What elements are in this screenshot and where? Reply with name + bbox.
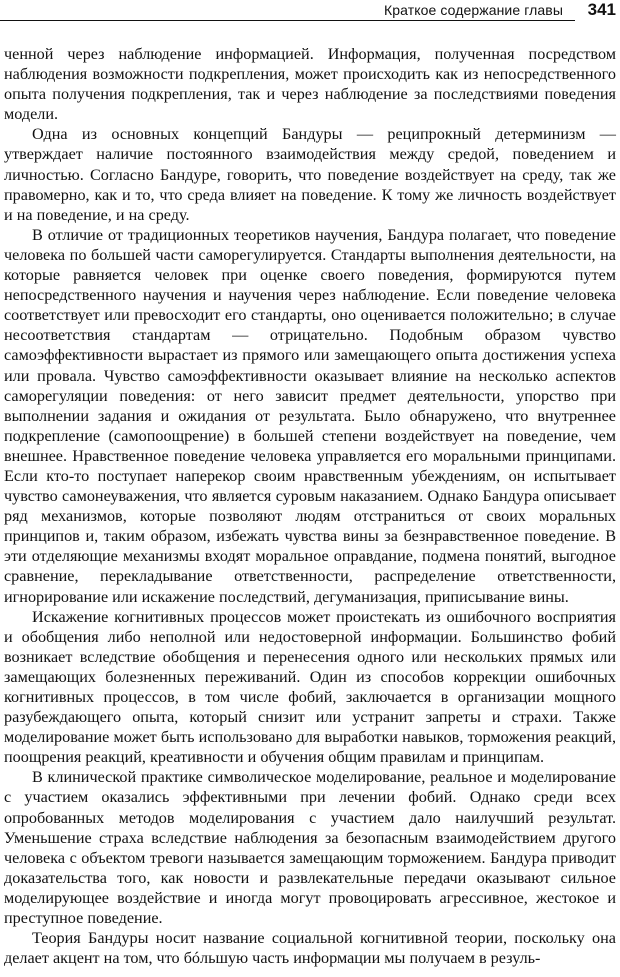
page-number: 341 <box>587 0 616 19</box>
section-title: Краткое содержание главы <box>384 2 563 18</box>
header-rule <box>0 20 575 21</box>
paragraph: В клинической практике символическое моделирование, реальное и моделирование с участием оказались эффективными при лечении фобий. Однако среди всех опробованных методов моделирования с участием дало наилучший результат. Уменьшение страха вследствие наблюдения за безопасным взаимодействием другого человека с объектом тревоги называется замещающим торможением. Бандура приводит доказательства того, как новости и развлекательные передачи оказывают сильное моделирующее воздействие и иногда могут провоцировать агрессивное, жестокое и преступное поведение. <box>4 768 616 928</box>
paragraph: Теория Бандуры носит название социальной когнитивной теории, поскольку она делает акцент на том, что бóльшую часть информации мы получаем в резуль- <box>4 929 616 968</box>
paragraph: ченной через наблюдение информацией. Информация, полученная посредством наблюдения возможности подкрепления, может происходить как из непосредственного опыта получения подкрепления, так и через наблюдение за последствиями поведения модели. <box>4 45 616 124</box>
body-text <box>4 44 616 968</box>
paragraph: В отличие от традиционных теоретиков научения, Бандура полагает, что поведение человека по большей части саморегулируется. Стандарты выполнения деятельности, на которые равняется человек при оценке своего поведения, формируются путем непосредственного научения и научения через наблюдение. Если поведение человека соответствует или превосходит его стандарты, оно оценивается положительно; в случае несоответствия стандартам — отрицательно. Подобным образом чувство самоэффективности вырастает из прямого или замещающего опыта достижения успеха или провала. Чувство самоэффективности оказывает влияние на несколько аспектов саморегуляции поведения: от него зависит предмет деятельности, упорство при выполнении задания и ожидания от результата. Было обнаружено, что внутреннее подкрепление (самопоощрение) в большей степени воздействует на поведение, чем внешнее. Нравственное поведение человека управляется его моральными принципами. Если кто-то поступает наперекор своим нравственным убеждениям, он испытывает чувство самонеуважения, что является суровым наказанием. Однако Бандура описывает ряд механизмов, которые позволяют людям отстраниться от своих моральных принципов и, таким образом, избежать чувства вины за безнравственное поведение. В эти отделяющие механизмы входят моральное оправдание, подмена понятий, выгодное сравнение, перекладывание ответственности, распределение ответственности, игнорирование или искажение последствий, дегуманизация, приписывание вины. <box>4 225 616 606</box>
paragraph: Одна из основных концепций Бандуры — реципрокный детерминизм — утверждает наличие постоянного взаимодействия между средой, поведением и личностью. Согласно Бандуре, говорить, что поведение воздействует на среду, так же правомерно, как и то, что среда влияет на поведение. К тому же личность воздействует и на поведение, и на среду. <box>4 125 616 224</box>
running-header <box>0 0 620 24</box>
paragraph: Искажение когнитивных процессов может проистекать из ошибочного восприятия и обобщения либо неполной или недостоверной информации. Большинство фобий возникает вследствие обобщения и перенесения одного или нескольких прямых или замещающих болезненных переживаний. Один из способов коррекции ошибочных когнитивных процессов, в том числе фобий, заключается в организации мощного разубеждающего опыта, который снизит или устранит запреты и страхи. Также моделирование может быть использовано для выработки навыков, торможения реакций, поощрения реакций, креативности и обучения общим правилам и принципам. <box>4 607 616 767</box>
